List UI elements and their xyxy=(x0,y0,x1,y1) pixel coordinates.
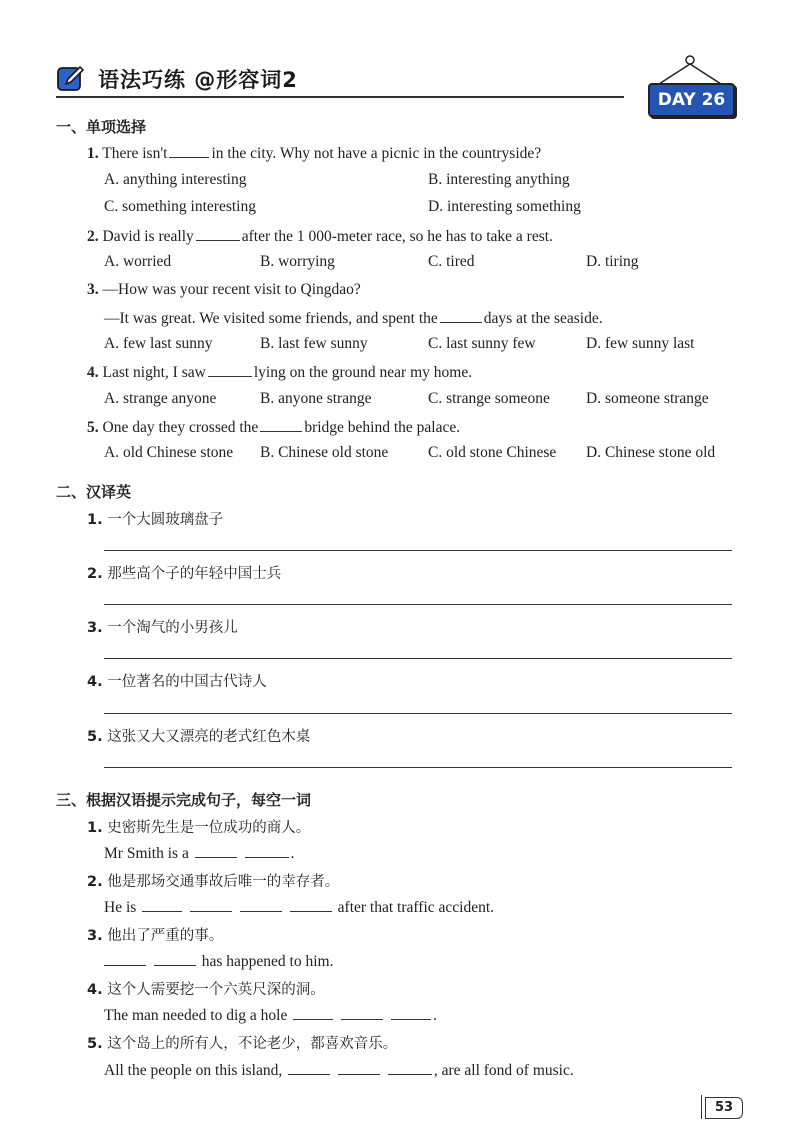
blank[interactable] xyxy=(388,1060,432,1075)
translation-item: 1. 一个大圆玻璃盘子 xyxy=(87,512,224,528)
blank[interactable] xyxy=(245,843,289,858)
question-3-stem: 3. —How was your recent visit to Qingdao? xyxy=(87,281,361,298)
question-4-stem: 4. Last night, I saw lying on the ground near my home. xyxy=(87,364,473,381)
option: B. interesting anything xyxy=(428,171,570,188)
answer-line[interactable] xyxy=(104,713,732,714)
blank[interactable] xyxy=(195,843,237,858)
blank[interactable] xyxy=(341,1005,383,1020)
option: D. tiring xyxy=(586,253,639,270)
option: A. old Chinese stone xyxy=(104,444,234,461)
option: D. few sunny last xyxy=(586,335,695,352)
completion-en: Mr Smith is a . xyxy=(104,845,295,862)
option: D. someone strange xyxy=(586,390,709,407)
blank[interactable] xyxy=(290,897,332,912)
blank xyxy=(440,308,482,323)
blank[interactable] xyxy=(338,1060,380,1075)
translation-item: 2. 那些高个子的年轻中国士兵 xyxy=(87,566,282,582)
answer-line[interactable] xyxy=(104,658,732,659)
blank xyxy=(196,226,240,241)
option: C. strange someone xyxy=(428,390,550,407)
option: A. anything interesting xyxy=(104,171,247,188)
section-heading: 二、汉译英 xyxy=(56,483,132,501)
completion-en: All the people on this island, , are all fond of music. xyxy=(104,1062,574,1079)
section-heading: 一、单项选择 xyxy=(56,118,147,136)
option: A. worried xyxy=(104,253,172,270)
completion-cn: 2. 他是那场交通事故后唯一的幸存者。 xyxy=(87,874,340,890)
completion-en: The man needed to dig a hole . xyxy=(104,1007,437,1024)
completion-cn: 3. 他出了严重的事。 xyxy=(87,928,224,944)
question-2-stem: 2. David is really after the 1 000-meter race, so he has to take a rest. xyxy=(87,228,553,245)
pencil-square-icon xyxy=(56,64,86,94)
question-1-stem: 1. There isn't in the city. Why not have a picnic in the countryside? xyxy=(87,145,542,162)
blank[interactable] xyxy=(240,897,282,912)
title-underline xyxy=(56,96,624,98)
option: C. tired xyxy=(428,253,475,270)
answer-line[interactable] xyxy=(104,604,732,605)
page-number: 53 xyxy=(705,1097,743,1119)
option: C. old stone Chinese xyxy=(428,444,557,461)
option: B. last few sunny xyxy=(260,335,368,352)
blank[interactable] xyxy=(190,897,232,912)
section-heading: 三、根据汉语提示完成句子，每空一词 xyxy=(56,791,312,809)
translation-item: 5. 这张又大又漂亮的老式红色木桌 xyxy=(87,729,311,745)
day-tag xyxy=(645,55,741,117)
completion-cn: 5. 这个岛上的所有人，不论老少，都喜欢音乐。 xyxy=(87,1036,398,1052)
option: A. few last sunny xyxy=(104,335,213,352)
option: A. strange anyone xyxy=(104,390,217,407)
blank[interactable] xyxy=(293,1005,333,1020)
blank xyxy=(260,417,302,432)
option: D. interesting something xyxy=(428,198,581,215)
question-5-stem: 5. One day they crossed the bridge behind the palace. xyxy=(87,419,461,436)
translation-item: 3. 一个淘气的小男孩儿 xyxy=(87,620,238,636)
option: B. anyone strange xyxy=(260,390,372,407)
question-3-stem-2: —It was great. We visited some friends, and spent the days at the seaside. xyxy=(104,310,603,327)
completion-cn: 1. 史密斯先生是一位成功的商人。 xyxy=(87,820,311,836)
blank[interactable] xyxy=(154,951,196,966)
blank xyxy=(208,362,252,377)
answer-line[interactable] xyxy=(104,550,732,551)
completion-en: has happened to him. xyxy=(104,951,333,971)
blank[interactable] xyxy=(104,951,146,966)
option: B. Chinese old stone xyxy=(260,444,389,461)
option: B. worrying xyxy=(260,253,335,270)
completion-en: He is after that traffic accident. xyxy=(104,899,495,916)
blank xyxy=(169,143,209,158)
page-title: 语法巧练 @形容词2 xyxy=(98,68,298,92)
blank[interactable] xyxy=(288,1060,330,1075)
completion-cn: 4. 这个人需要挖一个六英尺深的洞。 xyxy=(87,982,325,998)
day-badge: DAY 26 xyxy=(648,83,735,117)
option: D. Chinese stone old xyxy=(586,444,716,461)
answer-line[interactable] xyxy=(104,767,732,768)
blank[interactable] xyxy=(391,1005,431,1020)
blank[interactable] xyxy=(142,897,182,912)
option: C. last sunny few xyxy=(428,335,536,352)
option: C. something interesting xyxy=(104,198,256,215)
translation-item: 4. 一位著名的中国古代诗人 xyxy=(87,674,267,690)
